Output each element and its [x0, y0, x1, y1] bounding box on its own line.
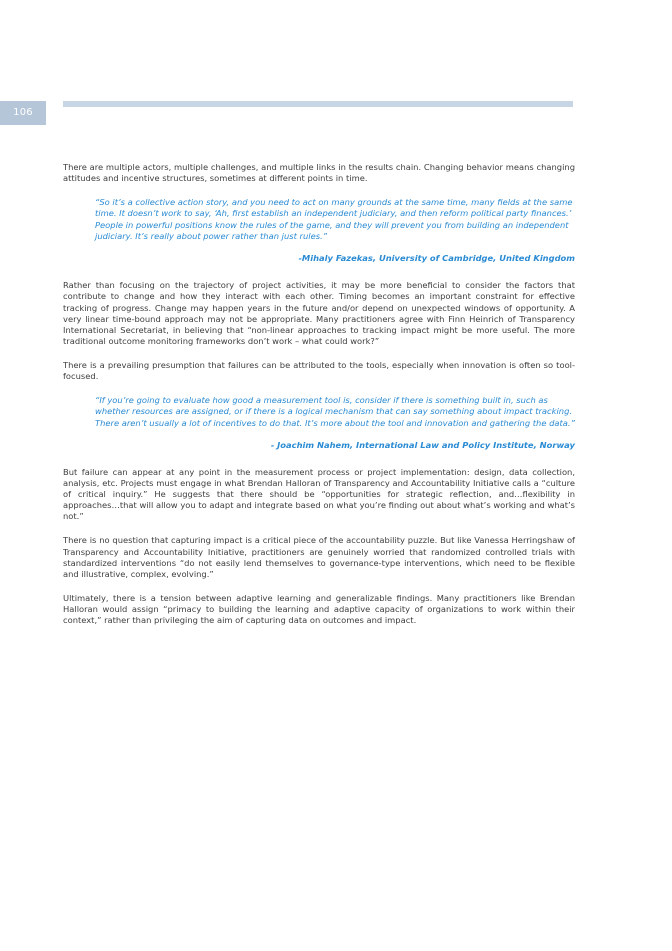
page-content [63, 162, 575, 639]
paragraph-3: There is a prevailing presumption that failures can be attributed to the tools, especially when innovation is often so tool-focused. [63, 359, 575, 382]
paragraph-5: There is no question that capturing impact is a critical piece of the accountability puzzle. But like Vanessa Herringshaw of Transparency and Accountability Initiative, practitioners are genuinely worried that randomized controlled trials with standardized interventions “do not easily lend themselves to governance-type interventions, which need to be flexible and illustrative, complex, evolving.” [63, 535, 575, 579]
header-rule [63, 101, 573, 107]
attribution-1: -Mihaly Fazekas, University of Cambridge, United Kingdom [298, 253, 575, 264]
quote-1: “So it’s a collective action story, and you need to act on many grounds at the same time, many fields at the same time. It doesn’t work to say, ‘Ah, first establish an independent judiciary, and then reform political party finances.’ People in powerful positions know the rules of the game, and they will prevent you from building an independent judiciary. It’s really about power rather than just rules.” [95, 197, 573, 242]
paragraph-6: Ultimately, there is a tension between adaptive learning and generalizable findings. Many practitioners like Brendan Halloran would assign “primacy to building the learning and adaptive capacity of organizations to work within their context,” rather than privileging the aim of capturing data on outcomes and impact. [63, 592, 575, 626]
attribution-2: - Joachim Nahem, International Law and Policy Institute, Norway [270, 440, 575, 451]
paragraph-4: But failure can appear at any point in the measurement process or project implementation: design, data collection, analysis, etc. Projects must engage in what Brendan Halloran of Transparency and Accountability Initiative calls a “culture of critical inquiry.” He suggests that there should be “opportunities for strategic reflection, and…flexibility in approaches…that will allow you to adapt and integrate based on what you’re finding out about what’s working and what’s not.” [63, 467, 575, 522]
quote-2: “If you’re going to evaluate how good a measurement tool is, consider if there is something built in, such as whether resources are assigned, or if there is a logical mechanism that can say something about impact tracking. There aren’t usually a lot of incentives to do that. It’s more about the tool and innovation and gathering the data.” [95, 395, 575, 428]
paragraph-1: There are multiple actors, multiple challenges, and multiple links in the results chain. Changing behavior means changing attitudes and incentive structures, sometimes at different points in time. [63, 162, 575, 184]
paragraph-2: Rather than focusing on the trajectory of project activities, it may be more beneficial to consider the factors that contribute to change and how they interact with each other. Timing becomes an important constraint for effective tracking of progress. Change may happen years in the future and/or depend on unexpected windows of opportunity. A very linear time-bound approach may not be appropriate. Many practitioners agree with Finn Heinrich of Transparency International Secretariat, in believing that “non-linear approaches to tracking impact might be more useful. The more traditional outcome monitoring frameworks don’t work – what could work?” [63, 280, 575, 346]
page-number: 106 [0, 101, 46, 125]
